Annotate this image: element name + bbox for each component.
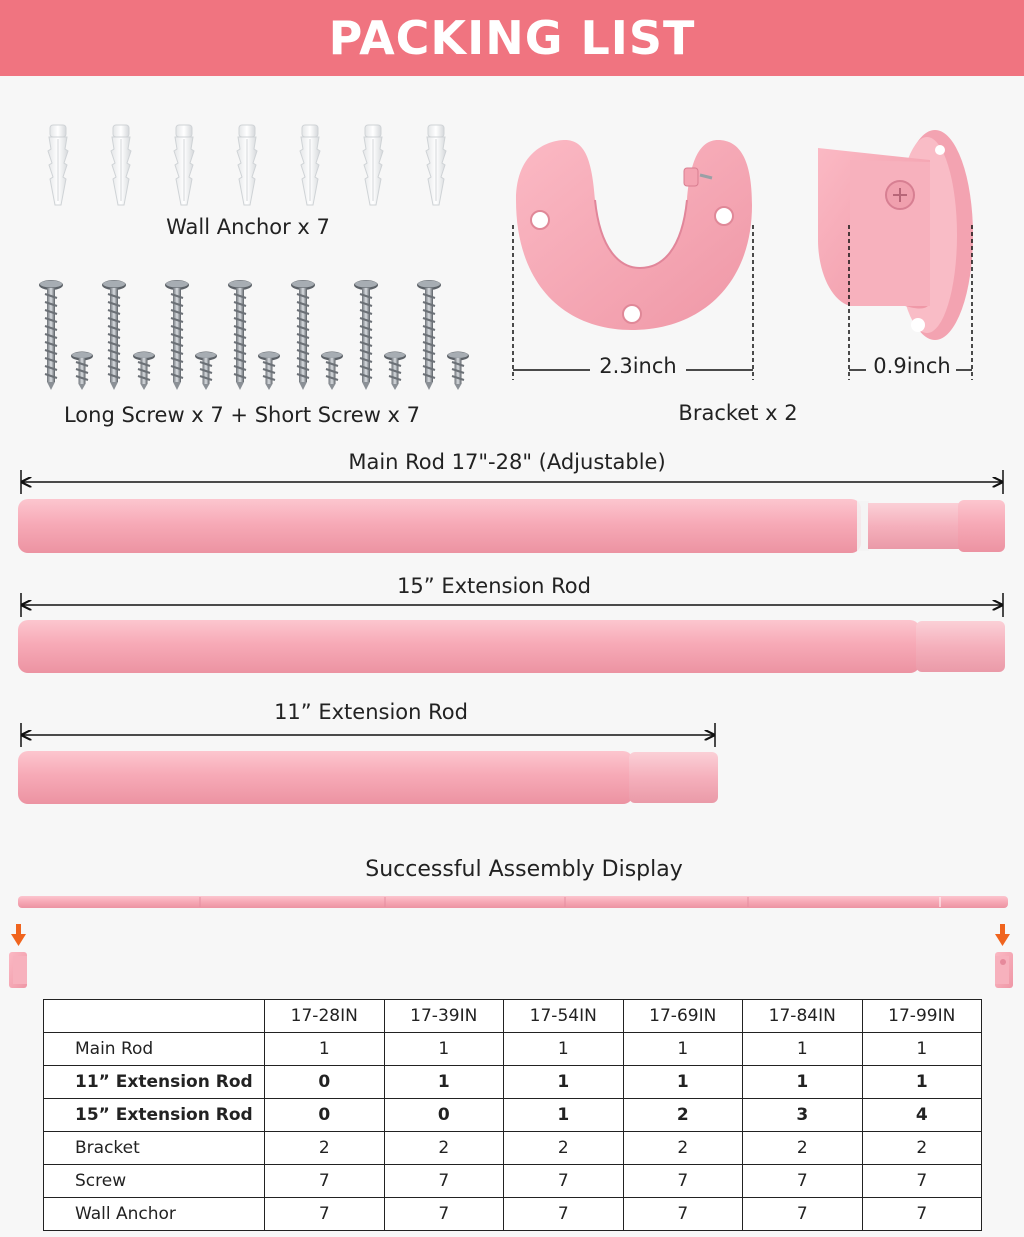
screws [39,280,469,390]
table-cell: 7 [623,1198,743,1231]
table-cell: 7 [384,1198,504,1231]
row-label: 15” Extension Rod [44,1099,265,1132]
row-label: Wall Anchor [44,1198,265,1231]
extension-rod-15-illustration [18,593,1005,673]
row-label: Screw [44,1165,265,1198]
wall-anchors [48,125,446,205]
table-cell: 3 [743,1099,863,1132]
table-row [44,1198,982,1231]
table-header-cell [44,1000,265,1033]
table-cell: 0 [265,1099,385,1132]
table-cell: 7 [384,1165,504,1198]
table-cell: 7 [862,1198,982,1231]
bracket-width-label: 2.3inch [599,354,677,378]
table-cell: 1 [743,1033,863,1066]
bracket-front-illustration [513,140,753,380]
main-rod-illustration [18,470,1005,553]
table-row [44,1099,982,1132]
table-row [44,1132,982,1165]
table-row [44,1033,982,1066]
table-cell: 7 [862,1165,982,1198]
table-cell: 1 [384,1033,504,1066]
table-cell: 7 [265,1198,385,1231]
table-row [44,1066,982,1099]
table-cell: 1 [504,1066,624,1099]
table-cell: 1 [504,1099,624,1132]
table-header-cell: 17-84IN [743,1000,863,1033]
row-label: Main Rod [44,1033,265,1066]
table-cell: 1 [743,1066,863,1099]
table-cell: 7 [743,1198,863,1231]
table-header-cell: 17-69IN [623,1000,743,1033]
extension-rod-15-label: 15” Extension Rod [397,574,591,598]
table-cell: 7 [743,1165,863,1198]
table-cell: 2 [265,1132,385,1165]
table-cell: 7 [504,1165,624,1198]
bracket-depth-label: 0.9inch [873,354,951,378]
table-header-cell: 17-28IN [265,1000,385,1033]
table-cell: 7 [623,1165,743,1198]
table-cell: 7 [504,1198,624,1231]
row-label: 11” Extension Rod [44,1066,265,1099]
table-cell: 2 [862,1132,982,1165]
assembly-illustration [9,896,1013,988]
bracket-side-illustration [818,130,973,380]
table-cell: 1 [623,1066,743,1099]
table-cell: 0 [384,1099,504,1132]
page-title: PACKING LIST [328,11,696,65]
row-label: Bracket [44,1132,265,1165]
table-header-cell: 17-99IN [862,1000,982,1033]
table-header-cell: 17-39IN [384,1000,504,1033]
table-header-cell: 17-54IN [504,1000,624,1033]
bracket-label: Bracket x 2 [678,401,798,425]
table-cell: 1 [862,1066,982,1099]
table-header-row [44,1000,982,1033]
assembly-title: Successful Assembly Display [365,857,683,882]
table-cell: 1 [384,1066,504,1099]
extension-rod-11-illustration [18,723,718,804]
screw-label: Long Screw x 7 + Short Screw x 7 [63,403,421,427]
table-cell: 2 [743,1132,863,1165]
kit-table [43,999,982,1231]
table-cell: 1 [623,1033,743,1066]
table-cell: 7 [265,1165,385,1198]
main-rod-label: Main Rod 17"-28" (Adjustable) [348,450,666,474]
table-cell: 1 [504,1033,624,1066]
table-cell: 2 [623,1132,743,1165]
wall-anchor-label: Wall Anchor x 7 [166,215,330,239]
table-cell: 4 [862,1099,982,1132]
table-row [44,1165,982,1198]
table-cell: 1 [265,1033,385,1066]
table-cell: 2 [504,1132,624,1165]
table-cell: 0 [265,1066,385,1099]
arrow-down-icon [995,924,1010,946]
table-cell: 2 [384,1132,504,1165]
arrow-down-icon [11,924,26,946]
table-cell: 1 [862,1033,982,1066]
extension-rod-11-label: 11” Extension Rod [274,700,468,724]
table-cell: 2 [623,1099,743,1132]
